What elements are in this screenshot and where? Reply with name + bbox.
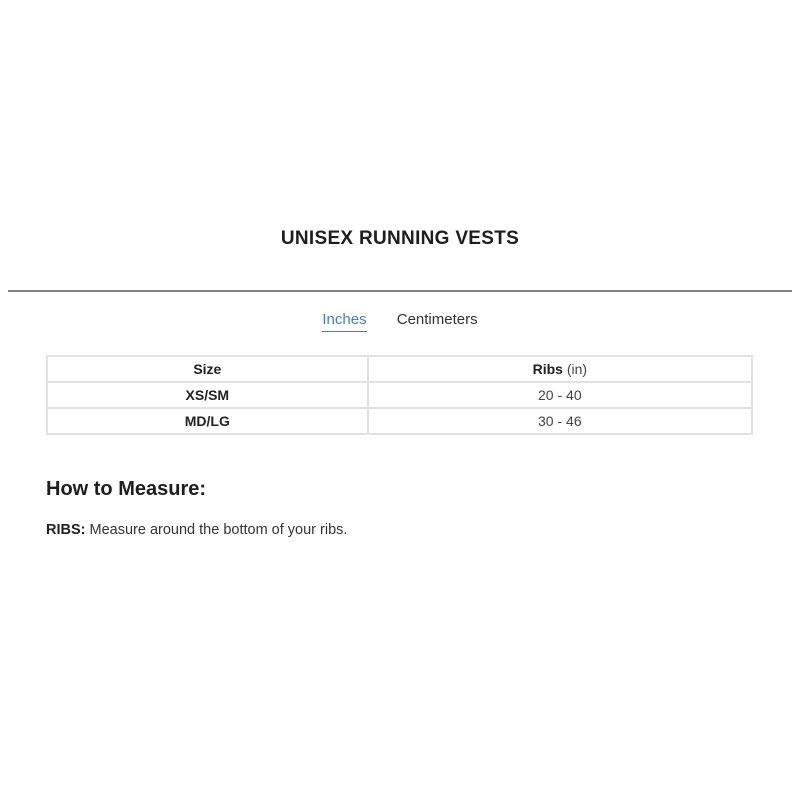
measure-text: Measure around the bottom of your ribs. — [89, 522, 348, 538]
tab-centimeters[interactable]: Centimeters — [396, 311, 478, 328]
unit-tabs — [0, 311, 800, 332]
header-ribs-label: Ribs — [532, 361, 563, 377]
table-row — [47, 408, 752, 434]
size-chart-table — [46, 355, 753, 435]
table-header-row — [47, 356, 752, 382]
measure-instruction — [46, 522, 347, 538]
measure-label: RIBS: — [46, 522, 86, 538]
divider — [8, 290, 792, 292]
ribs-cell: 30 - 46 — [368, 408, 752, 434]
header-ribs-unit: (in) — [566, 361, 588, 377]
header-size: Size — [47, 356, 368, 382]
table-row — [47, 382, 752, 408]
page-title: UNISEX RUNNING VESTS — [280, 228, 520, 249]
ribs-cell: 20 - 40 — [368, 382, 752, 408]
tab-inches[interactable]: Inches — [322, 311, 366, 332]
header-ribs — [368, 356, 752, 382]
how-to-measure-heading: How to Measure: — [46, 478, 207, 500]
size-cell: XS/SM — [47, 382, 368, 408]
size-cell: MD/LG — [47, 408, 368, 434]
